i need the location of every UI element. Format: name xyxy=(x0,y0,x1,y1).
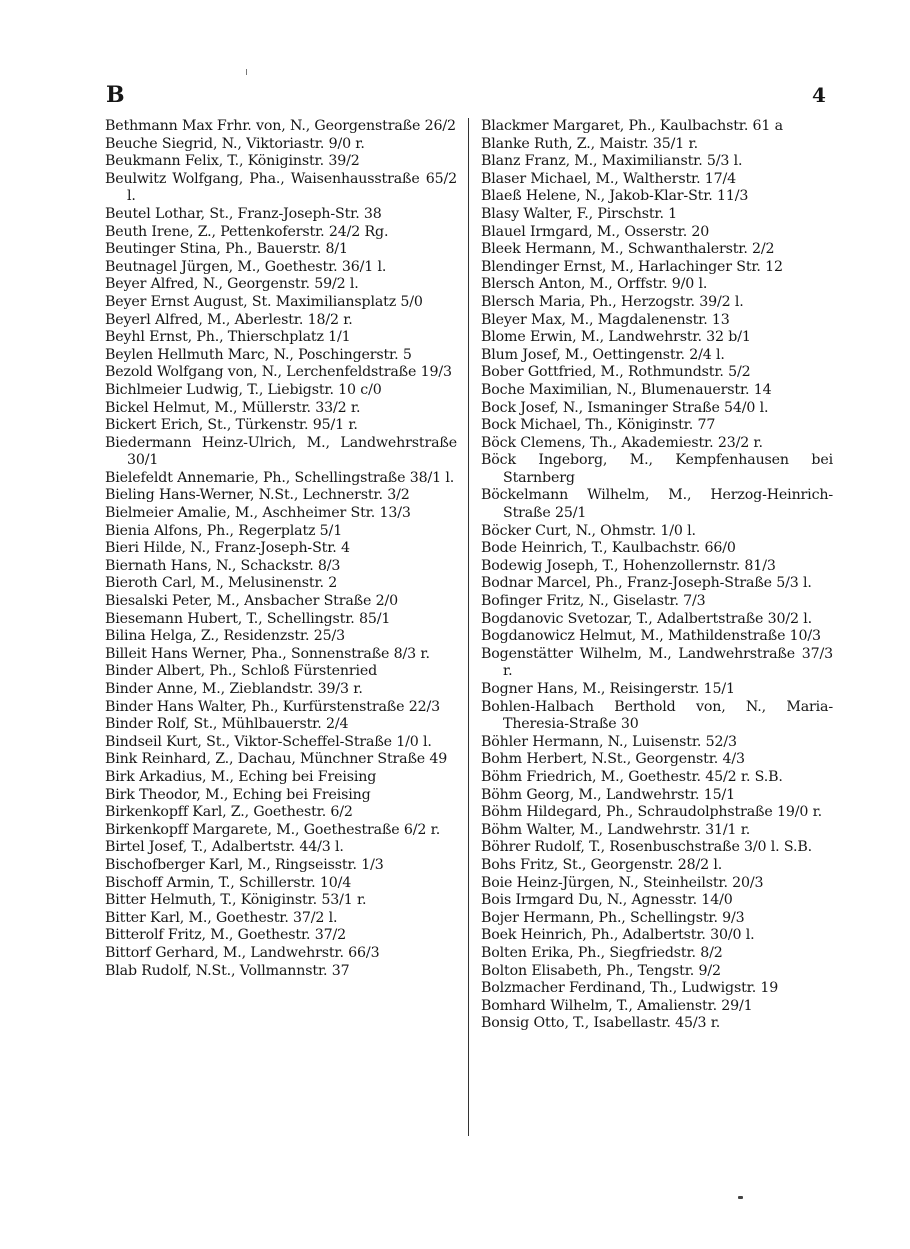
directory-entry: Beukmann Felix, T., Königinstr. 39/2 xyxy=(105,153,360,170)
directory-entry: Bock Michael, Th., Königinstr. 77 xyxy=(481,417,716,434)
page-number: 4 xyxy=(812,83,826,107)
directory-entry: Bittorf Gerhard, M., Landwehrstr. 66/3 xyxy=(105,944,380,961)
directory-entry: Bolton Elisabeth, Ph., Tengstr. 9/2 xyxy=(481,962,721,979)
directory-entry: Böck Clemens, Th., Akademiestr. 23/2 r. xyxy=(481,434,763,451)
directory-entry: Bickert Erich, St., Türkenstr. 95/1 r. xyxy=(105,417,358,434)
directory-entry: Bohm Herbert, N.St., Georgenstr. 4/3 xyxy=(481,751,745,768)
directory-entry: Böhm Hildegard, Ph., Schraudolphstraße 19/0 r. xyxy=(481,804,822,821)
section-letter: B xyxy=(106,82,125,108)
directory-entry: Blersch Anton, M., Orffstr. 9/0 l. xyxy=(481,276,708,293)
directory-entry: Bolten Erika, Ph., Siegfriedstr. 8/2 xyxy=(481,944,723,961)
directory-entry: Böcker Curt, N., Ohmstr. 1/0 l. xyxy=(481,522,696,539)
print-speck xyxy=(246,69,247,75)
directory-entry: Bitter Helmuth, T., Königinstr. 53/1 r. xyxy=(105,892,367,909)
directory-entry: Böhm Georg, M., Landwehrstr. 15/1 xyxy=(481,786,735,803)
directory-entry: Biesemann Hubert, T., Schellingstr. 85/1 xyxy=(105,610,391,627)
directory-entry: Beyhl Ernst, Ph., Thierschplatz 1/1 xyxy=(105,329,351,346)
directory-entry: Bogdanovic Svetozar, T., Adalbertstraße 30/2 l. xyxy=(481,610,812,627)
print-speck xyxy=(738,1196,743,1199)
page-header xyxy=(0,82,910,112)
directory-entry: Bitterolf Fritz, M., Goethestr. 37/2 xyxy=(105,927,346,944)
directory-entry: Bleek Hermann, M., Schwanthalerstr. 2/2 xyxy=(481,241,775,258)
directory-entry: Bielefeldt Annemarie, Ph., Schellingstraße 38/1 l. xyxy=(105,469,455,486)
directory-entry: Bohs Fritz, St., Georgenstr. 28/2 l. xyxy=(481,856,723,873)
directory-entry: Beutel Lothar, St., Franz-Joseph-Str. 38 xyxy=(105,205,382,222)
directory-entry: Böhm Walter, M., Landwehrstr. 31/1 r. xyxy=(481,821,751,838)
directory-entry: Beyer Ernst August, St. Maximiliansplatz 5/0 xyxy=(105,293,423,310)
directory-entry: Bogdanowicz Helmut, M., Mathildenstraße 10/3 xyxy=(481,628,821,645)
directory-entry: Bolzmacher Ferdinand, Th., Ludwigstr. 19 xyxy=(481,980,779,997)
directory-entry: Böck Ingeborg, M., Kempfenhausen bei Starnberg xyxy=(481,452,833,486)
directory-entry: Bofinger Fritz, N., Giselastr. 7/3 xyxy=(481,593,706,610)
directory-entry: Bober Gottfried, M., Rothmundstr. 5/2 xyxy=(481,364,751,381)
directory-entry: Blaser Michael, M., Waltherstr. 17/4 xyxy=(481,170,737,187)
left-column xyxy=(105,118,457,980)
directory-entry: Blersch Maria, Ph., Herzogstr. 39/2 l. xyxy=(481,293,744,310)
directory-entry: Biernath Hans, N., Schackstr. 8/3 xyxy=(105,557,341,574)
directory-entry: Bezold Wolfgang von, N., Lerchenfeldstraße 19/3 xyxy=(105,364,452,381)
directory-entry: Blome Erwin, M., Landwehrstr. 32 b/1 xyxy=(481,329,751,346)
directory-entry: Blum Josef, M., Oettingenstr. 2/4 l. xyxy=(481,346,725,363)
directory-entry: Bois Irmgard Du, N., Agnesstr. 14/0 xyxy=(481,892,733,909)
directory-entry: Bindseil Kurt, St., Viktor-Scheffel-Straße 1/0 l. xyxy=(105,733,432,750)
directory-entry: Bickel Helmut, M., Müllerstr. 33/2 r. xyxy=(105,399,361,416)
directory-entry: Birkenkopff Karl, Z., Goethestr. 6/2 xyxy=(105,804,353,821)
directory-entry: Biesalski Peter, M., Ansbacher Straße 2/0 xyxy=(105,593,398,610)
directory-entry: Beuth Irene, Z., Pettenkoferstr. 24/2 Rg. xyxy=(105,223,389,240)
directory-entry: Blackmer Margaret, Ph., Kaulbachstr. 61 a xyxy=(481,118,783,134)
directory-entry: Bieling Hans-Werner, N.St., Lechnerstr. 3/2 xyxy=(105,487,410,504)
directory-entry: Beulwitz Wolfgang, Pha., Waisenhausstraße 65/2 l. xyxy=(105,170,457,205)
directory-entry: Blanz Franz, M., Maximilianstr. 5/3 l. xyxy=(481,153,743,170)
directory-entry: Bojer Hermann, Ph., Schellingstr. 9/3 xyxy=(481,909,745,926)
directory-entry: Beuche Siegrid, N., Viktoriastr. 9/0 r. xyxy=(105,135,365,152)
directory-entry: Bilina Helga, Z., Residenzstr. 25/3 xyxy=(105,628,345,645)
directory-entry: Blab Rudolf, N.St., Vollmannstr. 37 xyxy=(105,962,350,979)
directory-entry: Böhrer Rudolf, T., Rosenbuschstraße 3/0 l. S.B. xyxy=(481,839,812,856)
directory-entry: Birk Arkadius, M., Eching bei Freising xyxy=(105,768,377,785)
directory-entry: Böckelmann Wilhelm, M., Herzog-Heinrich-Straße 25/1 xyxy=(481,487,833,522)
directory-entry: Birkenkopff Margarete, M., Goethestraße 6/2 r. xyxy=(105,821,441,838)
directory-entry: Beutinger Stina, Ph., Bauerstr. 8/1 xyxy=(105,241,348,258)
directory-entry: Bieroth Carl, M., Melusinenstr. 2 xyxy=(105,575,338,592)
directory-entry: Bomhard Wilhelm, T., Amalienstr. 29/1 xyxy=(481,997,753,1014)
directory-entry: Beylen Hellmuth Marc, N., Poschingerstr. 5 xyxy=(105,346,412,363)
directory-entry: Blaeß Helene, N., Jakob-Klar-Str. 11/3 xyxy=(481,188,749,205)
directory-entry: Birk Theodor, M., Eching bei Freising xyxy=(105,786,371,803)
directory-entry: Binder Hans Walter, Ph., Kurfürstenstraße 22/3 xyxy=(105,698,440,715)
directory-entry: Beutnagel Jürgen, M., Goethestr. 36/1 l. xyxy=(105,258,387,275)
directory-entry: Binder Anne, M., Zieblandstr. 39/3 r. xyxy=(105,681,363,697)
directory-entry: Bogenstätter Wilhelm, M., Landwehrstraße 37/3 r. xyxy=(481,645,833,680)
directory-entry: Bock Josef, N., Ismaninger Straße 54/0 l. xyxy=(481,399,769,416)
directory-entry: Bohlen-Halbach Berthold von, N., Maria-Theresia-Straße 30 xyxy=(481,698,833,733)
directory-entry: Blendinger Ernst, M., Harlachinger Str. 12 xyxy=(481,258,783,275)
directory-entry: Böhler Hermann, N., Luisenstr. 52/3 xyxy=(481,733,737,750)
directory-entry: Bienia Alfons, Ph., Regerplatz 5/1 xyxy=(105,522,343,539)
directory-entry: Billeit Hans Werner, Pha., Sonnenstraße 8/3 r. xyxy=(105,645,430,662)
directory-entry: Blasy Walter, F., Pirschstr. 1 xyxy=(481,205,678,222)
directory-entry: Binder Albert, Ph., Schloß Fürstenried xyxy=(105,663,378,680)
directory-entry: Bischoff Armin, T., Schillerstr. 10/4 xyxy=(105,874,352,891)
directory-entry: Bodnar Marcel, Ph., Franz-Joseph-Straße 5/3 l. xyxy=(481,575,812,592)
directory-entry: Bichlmeier Ludwig, T., Liebigstr. 10 c/0 xyxy=(105,381,382,398)
directory-entry: Böhm Friedrich, M., Goethestr. 45/2 r. S.B. xyxy=(481,768,783,785)
directory-entry: Bielmeier Amalie, M., Aschheimer Str. 13/3 xyxy=(105,505,411,522)
directory-entry: Biedermann Heinz-Ulrich, M., Landwehrstraße 30/1 xyxy=(105,434,457,469)
directory-entry: Bitter Karl, M., Goethestr. 37/2 l. xyxy=(105,909,338,926)
directory-entry: Bink Reinhard, Z., Dachau, Münchner Straße 49 xyxy=(105,751,448,768)
directory-entry: Bodewig Joseph, T., Hohenzollernstr. 81/3 xyxy=(481,557,776,574)
directory-entry: Binder Rolf, St., Mühlbauerstr. 2/4 xyxy=(105,716,349,733)
directory-entry: Beyer Alfred, N., Georgenstr. 59/2 l. xyxy=(105,276,359,293)
directory-entry: Bethmann Max Frhr. von, N., Georgenstraße 26/2 xyxy=(105,118,456,134)
right-column xyxy=(481,118,833,1033)
directory-entry: Blanke Ruth, Z., Maistr. 35/1 r. xyxy=(481,135,698,152)
directory-entry: Boek Heinrich, Ph., Adalbertstr. 30/0 l. xyxy=(481,927,755,944)
directory-entry: Boie Heinz-Jürgen, N., Steinheilstr. 20/3 xyxy=(481,874,764,891)
directory-entry: Bonsig Otto, T., Isabellastr. 45/3 r. xyxy=(481,1015,721,1032)
column-divider xyxy=(468,118,469,1136)
directory-entry: Beyerl Alfred, M., Aberlestr. 18/2 r. xyxy=(105,311,353,328)
directory-entry: Bieri Hilde, N., Franz-Joseph-Str. 4 xyxy=(105,540,350,557)
directory-entry: Blauel Irmgard, M., Osserstr. 20 xyxy=(481,223,710,240)
directory-entry: Bischofberger Karl, M., Ringseisstr. 1/3 xyxy=(105,856,384,873)
directory-entry: Bode Heinrich, T., Kaulbachstr. 66/0 xyxy=(481,540,736,557)
directory-entry: Birtel Josef, T., Adalbertstr. 44/3 l. xyxy=(105,839,344,856)
directory-entry: Boche Maximilian, N., Blumenauerstr. 14 xyxy=(481,381,772,398)
directory-entry: Bleyer Max, M., Magdalenenstr. 13 xyxy=(481,311,730,328)
directory-entry: Bogner Hans, M., Reisingerstr. 15/1 xyxy=(481,681,735,697)
